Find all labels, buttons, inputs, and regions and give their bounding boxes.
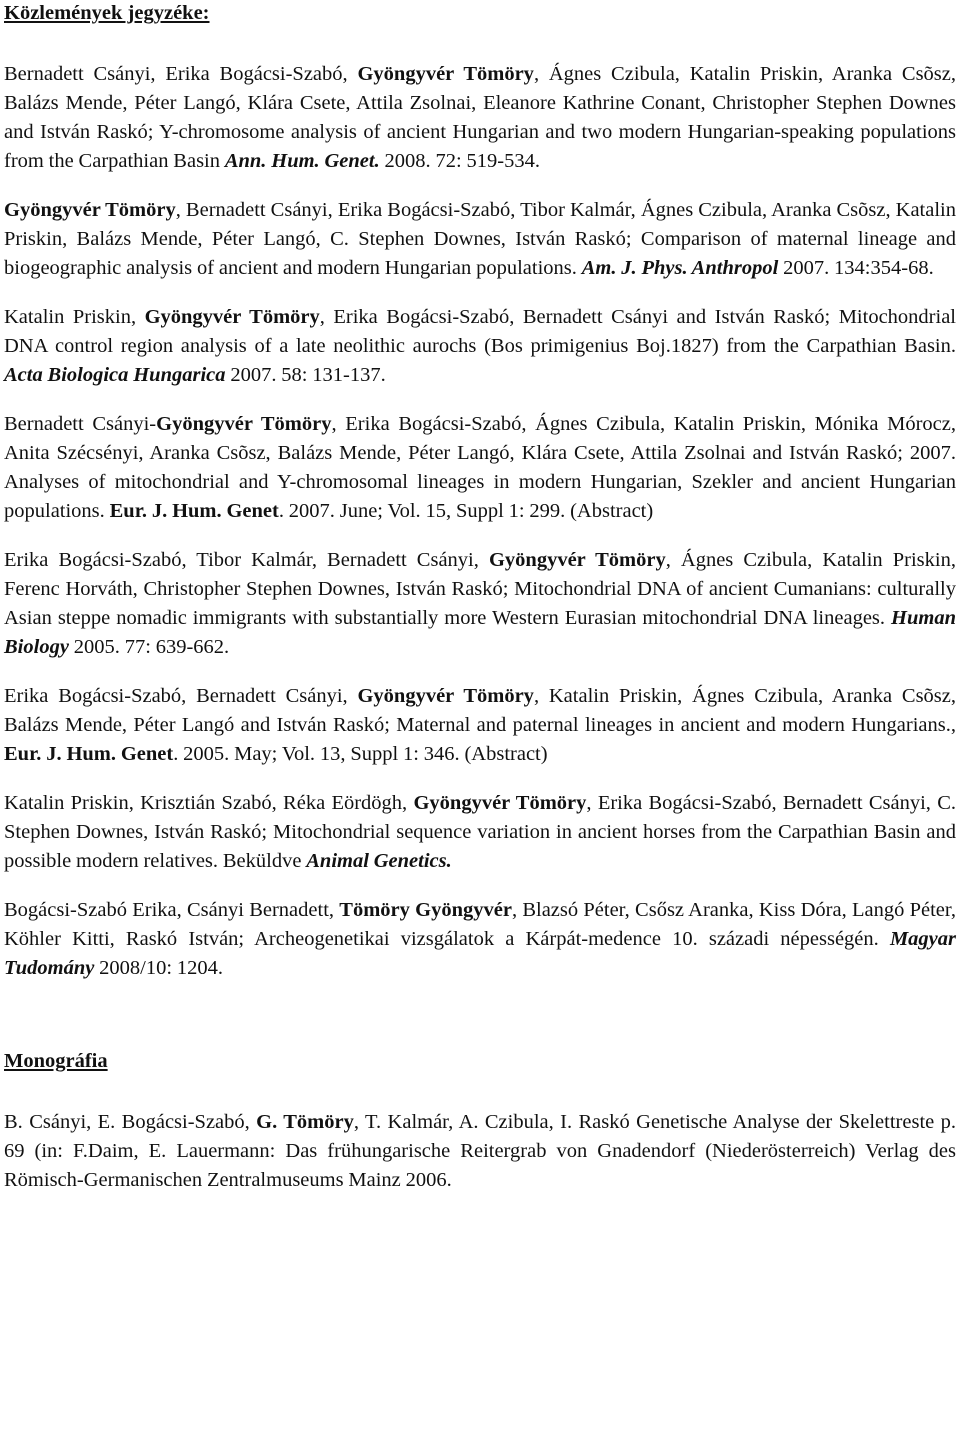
citation-text: Bogácsi-Szabó Erika, Csányi Bernadett,	[4, 899, 340, 921]
journal-name: Animal Genetics.	[306, 850, 452, 872]
journal-name: Acta Biologica Hungarica	[4, 364, 226, 386]
publication-entry	[4, 60, 956, 176]
publications-heading: Közlemények jegyzéke:	[4, 2, 210, 24]
spacer	[4, 876, 956, 896]
citation-text: Katalin Priskin,	[4, 306, 145, 328]
publication-entry	[4, 896, 956, 983]
highlighted-author: Gyöngyvér Tömöry	[357, 685, 534, 707]
highlighted-author: Gyöngyvér Tömöry	[144, 306, 320, 328]
citation-text: Erika Bogácsi-Szabó, Tibor Kalmár, Bernadett Csányi,	[4, 549, 489, 571]
publication-entry	[4, 682, 956, 769]
spacer	[4, 769, 956, 789]
citation-text: , Blazsó Péter, Csősz Aranka, Kiss Dóra, Langó Péter, Köhler Kitti, Raskó István; Archeogenetikai vizsgálatok a Kárpát-medence 10. századi népességén.	[4, 899, 957, 950]
highlighted-author: Eur. J. Hum. Genet	[109, 500, 279, 522]
journal-name: Magyar Tudomány	[4, 928, 956, 979]
citation-text: , Erika Bogácsi-Szabó, Bernadett Csányi and István Raskó; Mitochondrial DNA control region analysis of a late neolithic aurochs (Bos primigenius Boj.1827) from the Carpathian Basin.	[4, 306, 956, 357]
citation-text: . 2007. June; Vol. 15, Suppl 1: 299. (Abstract)	[278, 500, 654, 522]
citation-text: 2008/10: 1204.	[94, 957, 224, 979]
journal-name: Am. J. Phys. Anthropol	[581, 257, 779, 279]
highlighted-author: Gyöngyvér Tömöry	[488, 549, 666, 571]
journal-name: Ann. Hum. Genet.	[224, 150, 380, 172]
publication-entry	[4, 196, 956, 283]
journal-name: Human Biology	[4, 607, 956, 658]
highlighted-author: G. Tömöry	[256, 1111, 354, 1133]
highlighted-author: Gyöngyvér Tömöry	[413, 792, 587, 814]
highlighted-author: Gyöngyvér Tömöry	[4, 199, 176, 221]
monograph-heading: Monográfia	[4, 1050, 108, 1072]
spacer	[4, 983, 956, 1049]
spacer	[4, 283, 956, 303]
citation-text: , Katalin Priskin, Ágnes Czibula, Aranka Csõsz, Balázs Mende, Péter Langó and István Raskó; Maternal and paternal lineages in ancient and modern Hungarians.,	[4, 685, 957, 736]
citation-text: 2005. 77: 639-662.	[68, 636, 230, 658]
highlighted-author: Gyöngyvér Tömöry	[357, 63, 534, 85]
spacer	[4, 390, 956, 410]
citation-text: Bernadett Csányi-	[4, 413, 157, 435]
spacer	[4, 26, 956, 60]
citation-text: , T. Kalmár, A. Czibula, I. Raskó Genetische Analyse der Skelettreste p. 69 (in: F.Daim, E. Lauermann: Das frühungarische Reitergrab von Gnadendorf (Niederösterreich) Verlag des Römisch-Germanischen Zentralmuseums Mainz 2006.	[4, 1111, 956, 1191]
spacer	[4, 526, 956, 546]
monograph-entry	[4, 1108, 956, 1195]
citation-text: 2008. 72: 519-534.	[379, 150, 540, 172]
spacer	[4, 662, 956, 682]
citation-text: Bernadett Csányi, Erika Bogácsi-Szabó,	[4, 63, 358, 85]
citation-text: , Ágnes Czibula, Katalin Priskin, Aranka Csõsz, Balázs Mende, Péter Langó, Klára Csete, Attila Zsolnai, Eleanore Kathrine Conant, Christopher Stephen Downes and István Raskó; Y-chromosome analysis of ancient Hungarian and two modern Hungarian-speaking populations from the Carpathian Basin	[4, 63, 957, 172]
citation-text: . 2005. May; Vol. 13, Suppl 1: 346. (Abstract)	[173, 743, 548, 765]
publication-entry	[4, 546, 956, 662]
highlighted-author: Gyöngyvér Tömöry	[156, 413, 332, 435]
highlighted-author: Eur. J. Hum. Genet	[4, 743, 174, 765]
citation-text: , Erika Bogácsi-Szabó, Bernadett Csányi, C. Stephen Downes, István Raskó; Mitochondrial sequence variation in ancient horses from the Carpathian Basin and possible modern relatives. Beküldve	[4, 792, 956, 872]
citation-text: Katalin Priskin, Krisztián Szabó, Réka Eördögh,	[4, 792, 414, 814]
publication-entry	[4, 410, 956, 526]
citation-text: , Erika Bogácsi-Szabó, Ágnes Czibula, Katalin Priskin, Mónika Mórocz, Anita Szécsényi, Aranka Csõsz, Balázs Mende, Péter Langó, Klára Csete, Attila Zsolnai and István Raskó; 2007. Analyses of mitochondrial and Y-chromosomal lineages in modern Hungarian, Szekler and ancient Hungarian populations.	[4, 413, 956, 522]
publication-entry	[4, 303, 956, 390]
citation-text: 2007. 134:354-68.	[778, 257, 934, 279]
spacer	[4, 1074, 956, 1108]
citation-text: , Bernadett Csányi, Erika Bogácsi-Szabó, Tibor Kalmár, Ágnes Czibula, Aranka Csõsz, Katalin Priskin, Balázs Mende, Péter Langó, C. Stephen Downes, István Raskó; Comparison of maternal lineage and biogeographic analysis of ancient and modern Hungarian populations.	[4, 199, 956, 279]
citation-text: Erika Bogácsi-Szabó, Bernadett Csányi,	[4, 685, 358, 707]
highlighted-author: Tömöry Gyöngyvér	[339, 899, 512, 921]
citation-text: B. Csányi, E. Bogácsi-Szabó,	[4, 1111, 257, 1133]
spacer	[4, 176, 956, 196]
publication-entry	[4, 789, 956, 876]
publication-list	[4, 60, 956, 983]
citation-text: , Ágnes Czibula, Katalin Priskin, Ferenc Horváth, Christopher Stephen Downes, István Raskó; Mitochondrial DNA of ancient Cumanians: culturally Asian steppe nomadic immigrants with substantially more Western Eurasian mitochondrial DNA lineages.	[4, 549, 956, 629]
citation-text: 2007. 58: 131-137.	[225, 364, 386, 386]
